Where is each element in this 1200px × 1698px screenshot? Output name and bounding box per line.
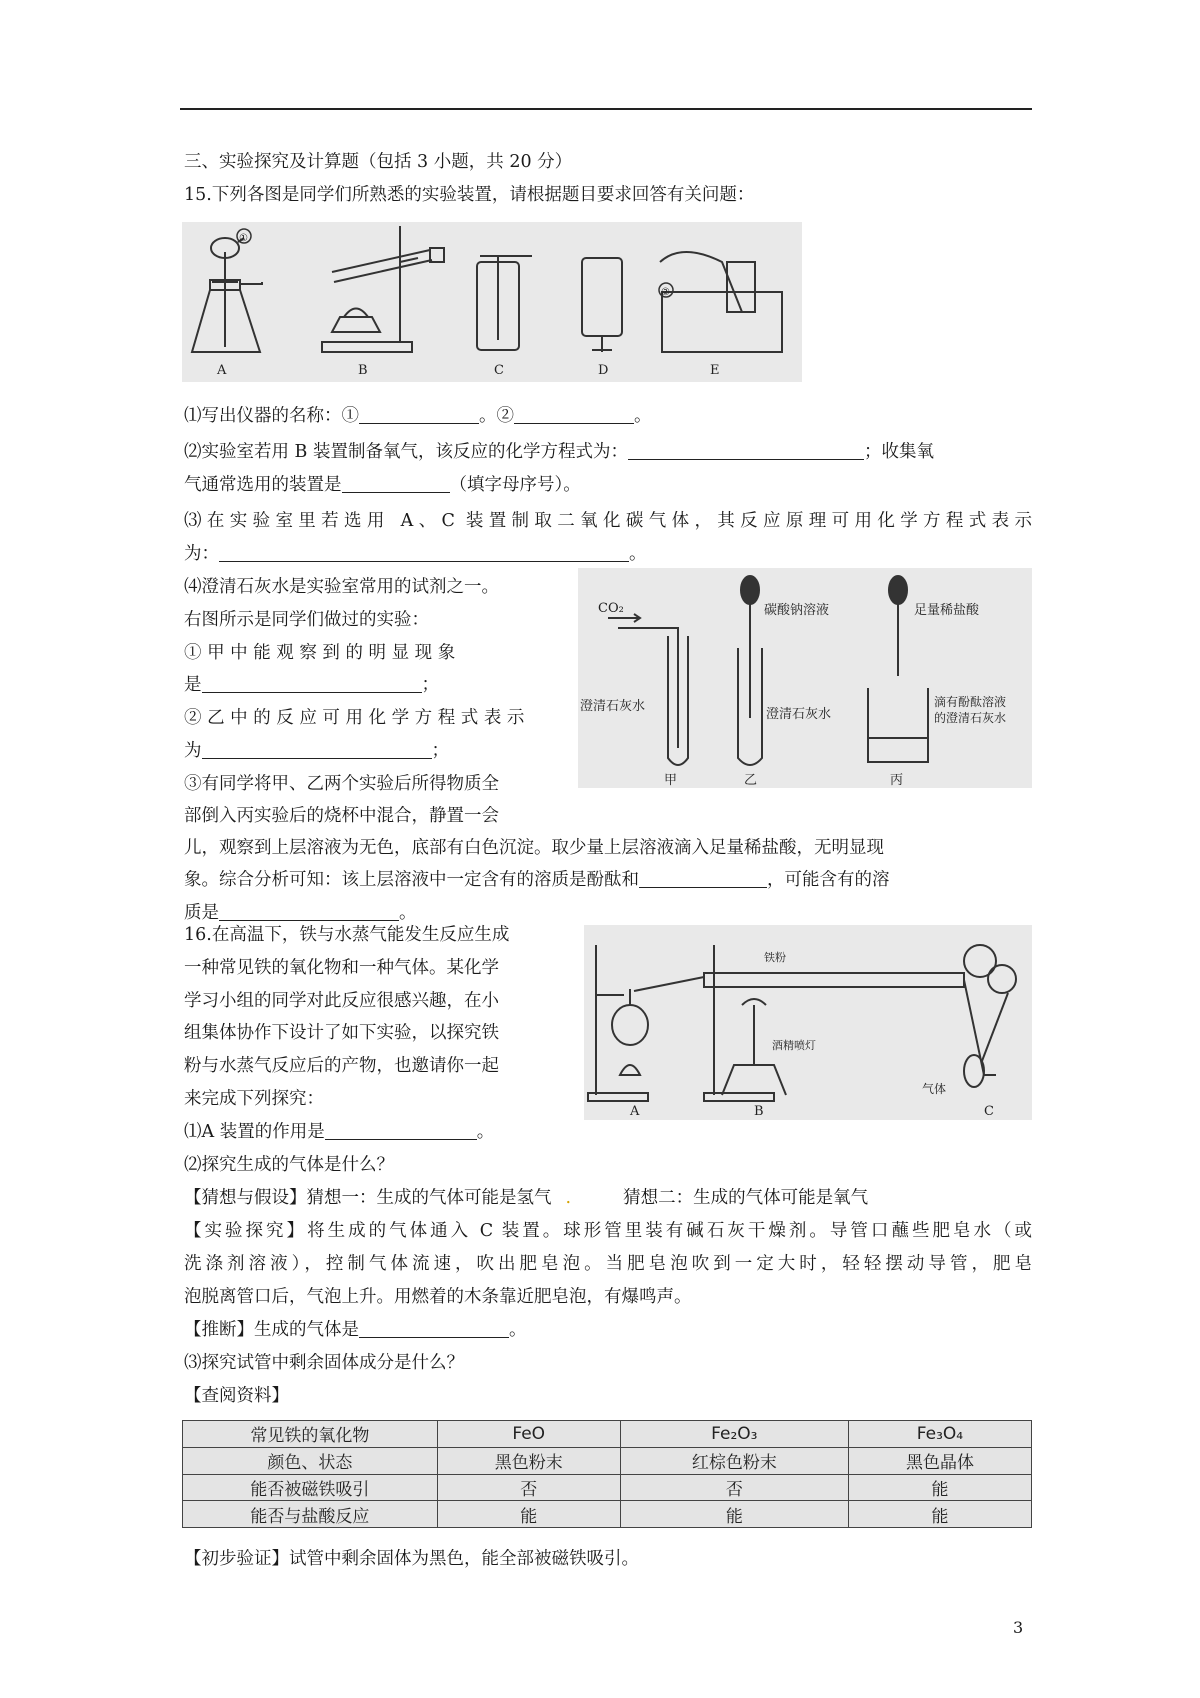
fig-label-a: A bbox=[217, 363, 227, 378]
q15-p4-l4 bbox=[184, 673, 439, 697]
q15-p2-text-c: 气通常选用的装置是 bbox=[184, 475, 342, 495]
bing-liquid-label-1: 滴有酚酞溶液 bbox=[934, 695, 1007, 709]
label-yi: 乙 bbox=[744, 773, 758, 788]
q15-p3-text-a: 为： bbox=[184, 544, 219, 564]
q15-p4-l6 bbox=[184, 739, 449, 763]
fig-label-d: D bbox=[598, 363, 609, 378]
q15-part3-line2 bbox=[184, 542, 647, 566]
table-cell: 能 bbox=[620, 1501, 848, 1528]
q15-p4-l5: ② 乙 中 的 反 应 可 用 化 学 方 程 式 表 示 bbox=[184, 708, 525, 728]
lamp-label: 酒精喷灯 bbox=[772, 1039, 816, 1052]
table-cell: Fe₃O₄ bbox=[848, 1421, 1031, 1448]
table-cell: 红棕色粉末 bbox=[620, 1447, 848, 1474]
marker-2: ② bbox=[661, 287, 670, 298]
q15-part2-line2 bbox=[184, 473, 581, 497]
q15-p4-l10-text-b: ，可能含有的溶 bbox=[767, 870, 890, 890]
q15-part1 bbox=[184, 404, 652, 428]
q16-infer-text-a: 【推断】生成的气体是 bbox=[184, 1320, 359, 1340]
jia-liquid-label: 澄清石灰水 bbox=[580, 699, 646, 714]
q15-p4-l10-text-a: 象。综合分析可知：该上层溶液中一定含有的溶质是酚酞和 bbox=[184, 870, 639, 890]
iron-oxide-table-grid bbox=[182, 1420, 1032, 1528]
q15-p2-text-a: ⑵实验室若用 B 装置制备氧气，该反应的化学方程式为： bbox=[184, 442, 628, 462]
q15-part3-line1: ⑶在实验室里若选用 A、C 装置制取二氧化碳气体，其反应原理可用化学方程式表示 bbox=[184, 511, 1032, 531]
blank-a-device-role[interactable] bbox=[325, 1121, 477, 1140]
table-row bbox=[183, 1474, 1032, 1501]
q15-p4-l4-text-b: ； bbox=[421, 675, 439, 695]
apparatus-figure-1 bbox=[182, 222, 802, 382]
q16-exp-l2: 洗涤剂溶液），控制气体流速，吹出肥皂泡。当肥皂泡吹到一定大时，轻轻摆动导管，肥皂 bbox=[184, 1254, 1032, 1274]
q15-p1-text-b: 。② bbox=[479, 406, 514, 426]
table-cell: 能 bbox=[848, 1501, 1031, 1528]
blank-collect-device[interactable] bbox=[342, 474, 450, 493]
table-cell: 否 bbox=[437, 1474, 620, 1501]
marker-1: ① bbox=[239, 233, 248, 244]
label-jia: 甲 bbox=[664, 773, 678, 788]
fig-label-c: C bbox=[494, 363, 504, 378]
fig-label-b: B bbox=[358, 363, 368, 378]
q15-p4-l2: 右图所示是同学们做过的实验： bbox=[184, 610, 429, 630]
q15-p4-l3: ① 甲 中 能 观 察 到 的 明 显 现 象 bbox=[184, 643, 456, 663]
q15-p2-text-d: （填字母序号）。 bbox=[449, 475, 581, 495]
q16-l3: 学习小组的同学对此反应很感兴趣，在小 bbox=[184, 991, 499, 1011]
q15-p4-l4-text-a: 是 bbox=[184, 675, 202, 695]
fig3-label-c: C bbox=[984, 1104, 994, 1119]
q15-p1-text-c: 。 bbox=[634, 406, 652, 426]
q16-p1-text-b: 。 bbox=[476, 1122, 495, 1142]
bing-liquid-label-2: 的澄清石灰水 bbox=[934, 711, 1007, 725]
q15-p4-l6-text-b: ； bbox=[431, 741, 449, 761]
blank-instrument-2[interactable] bbox=[514, 405, 634, 424]
gas-label: 气体 bbox=[922, 1082, 947, 1096]
yi-liquid-label: 澄清石灰水 bbox=[766, 707, 832, 722]
q15-p4-l9: 儿，观察到上层溶液为无色，底部有白色沉淀。取少量上层溶液滴入足量稀盐酸，无明显现 bbox=[184, 838, 884, 858]
fig-label-e: E bbox=[710, 363, 720, 378]
q16-l2: 一种常见铁的氧化物和一种气体。某化学 bbox=[184, 958, 499, 978]
iron-powder-label: 铁粉 bbox=[764, 951, 786, 964]
table-row bbox=[183, 1447, 1032, 1474]
table-row bbox=[183, 1501, 1032, 1528]
q16-l5: 粉与水蒸气反应后的产物，也邀请你一起 bbox=[184, 1056, 499, 1076]
q16-inference bbox=[184, 1318, 527, 1342]
section-heading: 三、实验探究及计算题（包括 3 小题，共 20 分） bbox=[184, 152, 573, 172]
q16-exp-l3: 泡脱离管口后，气泡上升。用燃着的木条靠近肥皂泡，有爆鸣声。 bbox=[184, 1287, 692, 1307]
iron-oxide-table bbox=[182, 1420, 1032, 1528]
q16-hypothesis bbox=[184, 1186, 1032, 1210]
blank-co2-equation[interactable] bbox=[219, 543, 629, 562]
q15-p4-l11 bbox=[184, 901, 417, 925]
co2-label: CO₂ bbox=[598, 601, 624, 616]
limewater-drawing bbox=[578, 568, 1032, 788]
q15-stem: 15.下列各图是同学们所熟悉的实验装置，请根据题目要求回答有关问题： bbox=[184, 185, 755, 205]
limewater-figure bbox=[578, 568, 1032, 788]
q15-p4-l8: 部倒入丙实验后的烧杯中混合，静置一会 bbox=[184, 806, 499, 826]
q16-reference: 【查阅资料】 bbox=[184, 1386, 289, 1406]
iron-steam-figure bbox=[584, 925, 1032, 1120]
q16-part3: ⑶探究试管中剩余固体成分是什么？ bbox=[184, 1353, 464, 1373]
label-bing: 丙 bbox=[890, 773, 904, 788]
apparatus-drawing bbox=[182, 222, 802, 382]
table-cell: FeO bbox=[437, 1421, 620, 1448]
table-cell: 黑色晶体 bbox=[848, 1447, 1031, 1474]
q15-p4-l7: ③有同学将甲、乙两个实验后所得物质全 bbox=[184, 774, 499, 794]
q16-l4: 组集体协作下设计了如下实验，以探究铁 bbox=[184, 1023, 499, 1043]
q16-part1 bbox=[184, 1120, 494, 1144]
table-row bbox=[183, 1421, 1032, 1448]
header-rule bbox=[180, 108, 1032, 110]
blank-gas-identity[interactable] bbox=[359, 1319, 509, 1338]
q16-part2: ⑵探究生成的气体是什么？ bbox=[184, 1155, 394, 1175]
blank-jia-phenomenon[interactable] bbox=[202, 674, 422, 693]
q15-p4-l11-text-a: 质是 bbox=[184, 903, 219, 923]
page-number: 3 bbox=[1013, 1618, 1024, 1637]
q15-p4-l6-text-a: 为 bbox=[184, 741, 202, 761]
hcl-label: 足量稀盐酸 bbox=[914, 603, 980, 618]
q16-l1: 16.在高温下，铁与水蒸气能发生反应生成 bbox=[184, 925, 510, 945]
q16-verify: 【初步验证】试管中剩余固体为黑色，能全部被磁铁吸引。 bbox=[184, 1549, 639, 1569]
table-cell: 颜色、状态 bbox=[183, 1447, 438, 1474]
table-cell: 黑色粉末 bbox=[437, 1447, 620, 1474]
table-cell: Fe₂O₃ bbox=[620, 1421, 848, 1448]
iron-steam-drawing bbox=[584, 925, 1032, 1120]
table-cell: 能 bbox=[848, 1474, 1031, 1501]
q16-guess1: 【猜想与假设】猜想一：生成的气体可能是氢气 bbox=[184, 1188, 552, 1208]
q15-p4-l1: ⑷澄清石灰水是实验室常用的试剂之一。 bbox=[184, 577, 499, 597]
table-cell: 能否被磁铁吸引 bbox=[183, 1474, 438, 1501]
blank-yi-equation[interactable] bbox=[202, 740, 432, 759]
table-cell: 常见铁的氧化物 bbox=[183, 1421, 438, 1448]
q15-p4-l11-text-b: 。 bbox=[399, 903, 417, 923]
table-cell: 否 bbox=[620, 1474, 848, 1501]
blank-o2-equation[interactable] bbox=[628, 441, 864, 460]
q15-p1-text-a: ⑴写出仪器的名称：① bbox=[184, 406, 359, 426]
q16-guess2: 猜想二：生成的气体可能是氧气 bbox=[623, 1188, 869, 1208]
q15-p4-l10 bbox=[184, 868, 890, 892]
blank-must-contain[interactable] bbox=[639, 869, 767, 888]
q16-infer-text-b: 。 bbox=[509, 1320, 527, 1340]
fig3-label-a: A bbox=[630, 1104, 640, 1119]
q16-guess-dot: . bbox=[565, 1188, 572, 1208]
na2co3-label: 碳酸钠溶液 bbox=[764, 603, 830, 618]
blank-may-contain[interactable] bbox=[219, 902, 399, 921]
q16-p1-text-a: ⑴A 装置的作用是 bbox=[184, 1122, 325, 1142]
q16-l6: 来完成下列探究： bbox=[184, 1089, 324, 1109]
q15-p2-text-b: ；收集氧 bbox=[863, 442, 934, 462]
blank-instrument-1[interactable] bbox=[359, 405, 479, 424]
q16-exp-l1: 【实验探究】将生成的气体通入 C 装置。球形管里装有碱石灰干燥剂。导管口蘸些肥皂水（或 bbox=[184, 1221, 1032, 1241]
q15-part2-line1 bbox=[184, 440, 934, 464]
q15-p3-text-b: 。 bbox=[629, 544, 647, 564]
table-cell: 能 bbox=[437, 1501, 620, 1528]
table-cell: 能否与盐酸反应 bbox=[183, 1501, 438, 1528]
fig3-label-b: B bbox=[754, 1104, 764, 1119]
